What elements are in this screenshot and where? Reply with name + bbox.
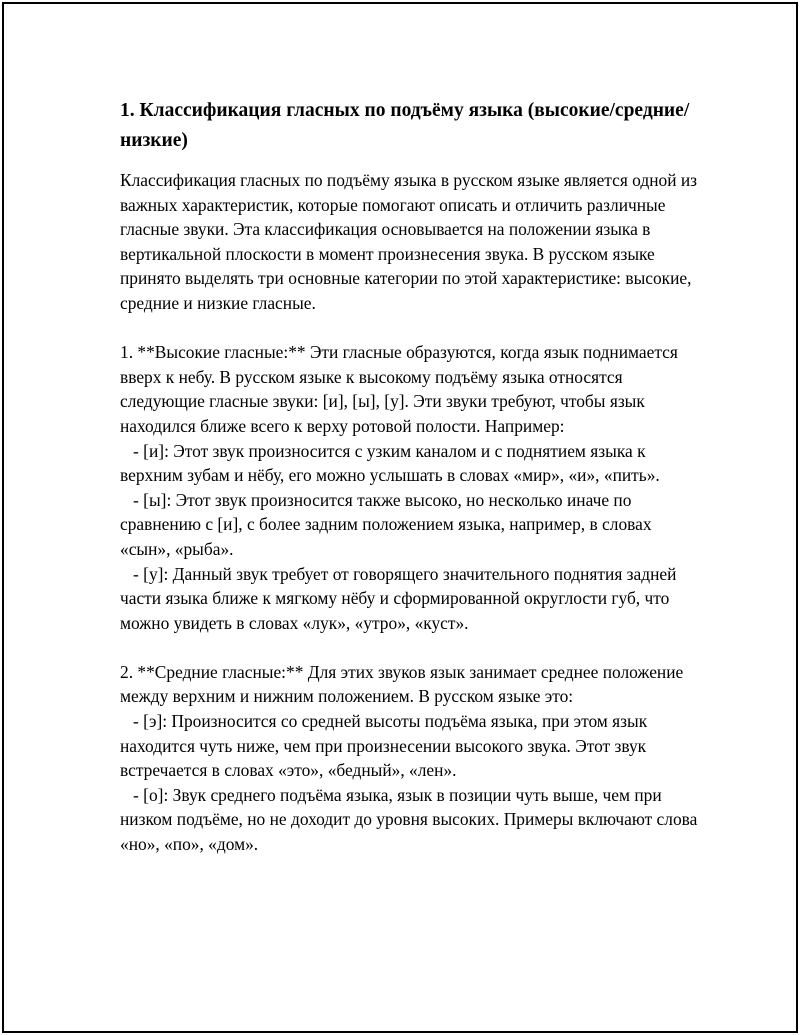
list-item: - [и]: Этот звук произносится с узким каналом и с поднятием языка к верхним зубам и нёбу, его можно услышать в словах «мир», «и», «пить». (120, 440, 660, 486)
paragraph-gap (120, 316, 700, 341)
list-item: - [о]: Звук среднего подъёма языка, язык в позиции чуть выше, чем при низком подъёме, но не доходит до уровня высоких. Примеры включают слова «но», «по», «дом». (120, 784, 702, 855)
document-title: 1. Классификация гласных по подъёму языка (высокие/средние/низкие) (120, 100, 690, 151)
list-item: - [у]: Данный звук требует от говорящего значительного поднятия задней части языка ближе к мягкому нёбу и сформированной округлости губ, что можно увидеть в словах «лук», «утро», «куст». (120, 563, 681, 633)
document-page (2, 2, 798, 1033)
section-mid-vowels (120, 660, 700, 857)
section-heading: 2. **Средние гласные:** Для этих звуков язык занимает среднее положение между верхним и нижним положением. В русском языке это: (120, 661, 688, 707)
section-heading: 1. **Высокие гласные:** Эти гласные образуются, когда язык поднимается вверх к небу. В русском языке к высокому подъёму языка относятся следующие гласные звуки: [и], [ы], [у]. Эти звуки требуют, чтобы язык находился ближе всего к верху ротовой полости. Например: (120, 342, 683, 436)
document-body (120, 96, 700, 857)
list-item: - [ы]: Этот звук произносится также высоко, но несколько иначе по сравнению с [и], с более задним положением языка, например, в словах «сын», «рыба». (120, 489, 656, 559)
list-item: - [э]: Произносится со средней высоты подъёма языка, при этом язык находится чуть ниже, чем при произнесении высокого звука. Этот звук встречается в словах «это», «бедный», «лен». (120, 711, 652, 781)
intro-paragraph: Классификация гласных по подъёму языка в русском языке является одной из важных характеристик, которые помогают описать и отличить различные гласные звуки. Эта классификация основывается на положении языка в вертикальной плоскости в момент произнесения звука. В русском языке принято выделять три основные категории по этой характеристике: высокие, средние и низкие гласные. (120, 170, 702, 313)
section-high-vowels (120, 340, 700, 635)
paragraph-gap (120, 635, 700, 660)
